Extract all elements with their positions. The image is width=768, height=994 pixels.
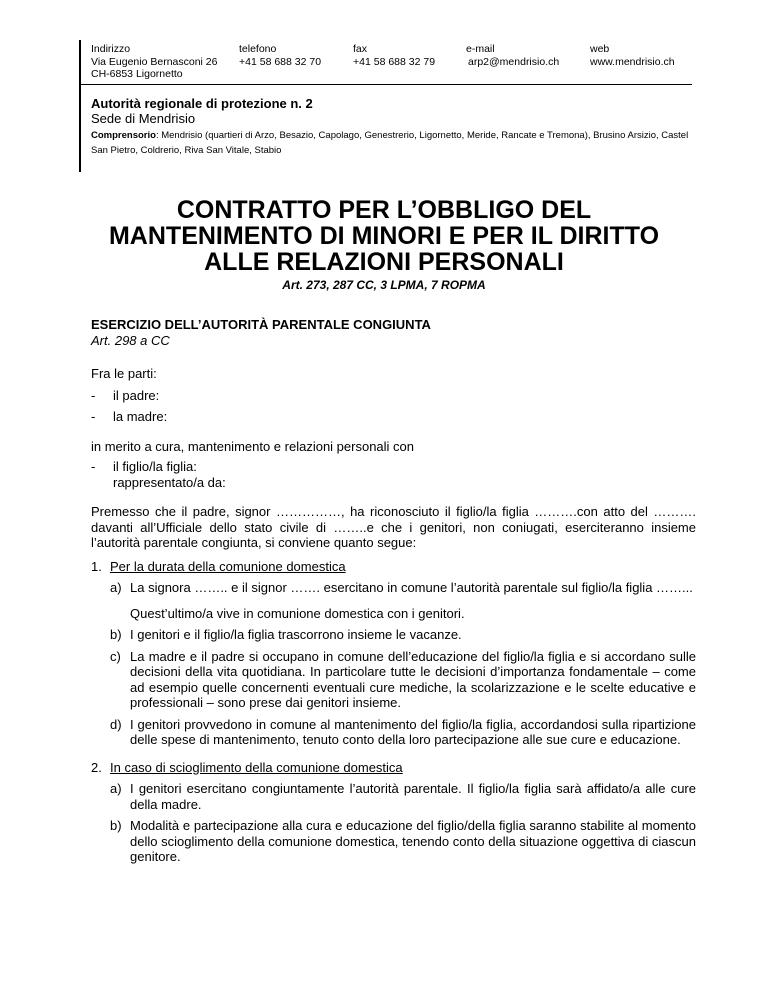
header-address [91, 43, 217, 81]
merit-line: in merito a cura, mantenimento e relazioni personali con [91, 438, 415, 454]
header-email [466, 43, 559, 68]
header-fax [353, 43, 435, 68]
item-2b [110, 818, 696, 865]
organization-block [91, 96, 691, 158]
item-1d [110, 717, 696, 748]
bullet-dash: - [91, 409, 96, 424]
child-label: il figlio/la figlia: [113, 459, 197, 474]
item-1-number: 1. [91, 558, 102, 574]
item-1b-text: I genitori e il figlio/la figlia trascorrono insieme le vacanze. [130, 627, 462, 642]
item-1-title: Per la durata della comunione domestica [110, 558, 346, 574]
party-father-label: il padre: [113, 387, 160, 403]
header-horizontal-rule [80, 84, 692, 85]
item-1 [91, 559, 696, 575]
address-line2: CH-6853 Ligornetto [91, 68, 183, 80]
item-1c [110, 649, 696, 711]
item-2-title: In caso di scioglimento della comunione domestica [110, 759, 403, 775]
party-father [91, 388, 696, 404]
item-2-number: 2. [91, 759, 102, 775]
address-label: Indirizzo [91, 43, 131, 55]
fax-label: fax [353, 43, 368, 55]
email-label: e-mail [466, 43, 495, 55]
item-2a-text: I genitori esercitano congiuntamente l’autorità parentale. Il figlio/la figlia sarà affidato/a alle cure della madre. [130, 781, 696, 812]
item-1a [110, 580, 696, 621]
document-subtitle: Art. 273, 287 CC, 3 LPMA, 7 ROPMA [282, 278, 486, 292]
email-link[interactable]: arp2@mendrisio.ch [468, 55, 560, 68]
header-web [590, 43, 675, 68]
bullet-dash: - [91, 387, 96, 403]
parties-intro: Fra le parti: [91, 366, 157, 381]
item-1c-label: c) [110, 648, 121, 664]
item-1b-label: b) [110, 627, 122, 642]
item-1b [110, 627, 696, 643]
representative-label: rappresentato/a da: [113, 474, 226, 490]
section-heading: ESERCIZIO DELL’AUTORITÀ PARENTALE CONGIUNTA [91, 317, 431, 332]
phone-value: +41 58 688 32 70 [239, 55, 322, 68]
document-title: CONTRATTO PER L’OBBLIGO DEL MANTENIMENTO DI MINORI E PER IL DIRITTO ALLE RELAZIONI PERSONALI [108, 196, 660, 276]
premise-paragraph: Premesso che il padre, signor ……………, ha riconosciuto il figlio/la figlia ……….con atto del ………. davanti all’Ufficiale dello stato civile di ……..e che i genitori, non coniugati, eserciteranno insieme l’autorità parentale congiunta, si conviene quanto segue: [91, 504, 696, 550]
fax-value: +41 58 688 32 79 [353, 55, 436, 68]
bullet-dash: - [91, 459, 96, 474]
party-mother-label: la madre: [113, 409, 168, 424]
item-2a [110, 781, 696, 812]
item-1-subitems [110, 580, 696, 748]
item-1a-label: a) [110, 580, 122, 595]
document-body [91, 317, 696, 865]
item-1a-text2: Quest’ultimo/a vive in comunione domestica con i genitori. [130, 605, 465, 621]
item-2a-label: a) [110, 781, 122, 796]
item-1c-text: La madre e il padre si occupano in comune dell’educazione del figlio/la figlia e si accordano sulle decisioni della vita quotidiana. In particolare tutte le decisioni d’importanza fondamentale – come ad esempio quelle concernenti eventuali cure mediche, la scolarizzazione e le scelte educative e professionali – sono prese dai genitori insieme. [130, 648, 696, 710]
item-2 [91, 760, 696, 776]
header-vertical-rule [79, 40, 81, 172]
phone-label: telefono [239, 43, 277, 55]
org-seat: Sede di Mendrisio [91, 111, 196, 126]
comprensorio-text: : Mendrisio (quartieri di Arzo, Besazio, Capolago, Genestrerio, Ligornetto, Meride, Rancate e Tremona), Brusino Arsizio, Castel San Pietro, Coldrerio, Riva San Vitale, Stabio [91, 130, 689, 156]
item-1a-text: La signora …….. e il signor ……. esercitano in comune l’autorità parentale sul figlio/la figlia ……... [130, 580, 693, 595]
org-comprensorio [91, 128, 691, 158]
item-2b-text: Modalità e partecipazione alla cura e educazione del figlio/della figlia saranno stabilite al momento dello scioglimento della comunione domestica, tenendo conto della situazione oggettiva di ciascun genitore. [130, 818, 696, 864]
comprensorio-label: Comprensorio [91, 130, 156, 141]
section-reference: Art. 298 a CC [91, 332, 170, 348]
item-1d-label: d) [110, 716, 122, 732]
item-1d-text: I genitori provvedono in comune al mantenimento del figlio/la figlia, accordandosi sulla ripartizione delle spese di mantenimento, tenuto conto della loro partecipazione alle sue cure e educazione. [130, 716, 696, 747]
header-phone [239, 43, 321, 68]
item-2b-label: b) [110, 818, 122, 833]
org-name: Autorità regionale di protezione n. 2 [91, 96, 313, 111]
item-2-subitems [110, 781, 696, 865]
child-entry [91, 459, 696, 490]
web-label: web [590, 43, 610, 55]
party-mother [91, 409, 696, 425]
web-link[interactable]: www.mendrisio.ch [590, 55, 675, 68]
address-line1: Via Eugenio Bernasconi 26 [91, 55, 218, 68]
